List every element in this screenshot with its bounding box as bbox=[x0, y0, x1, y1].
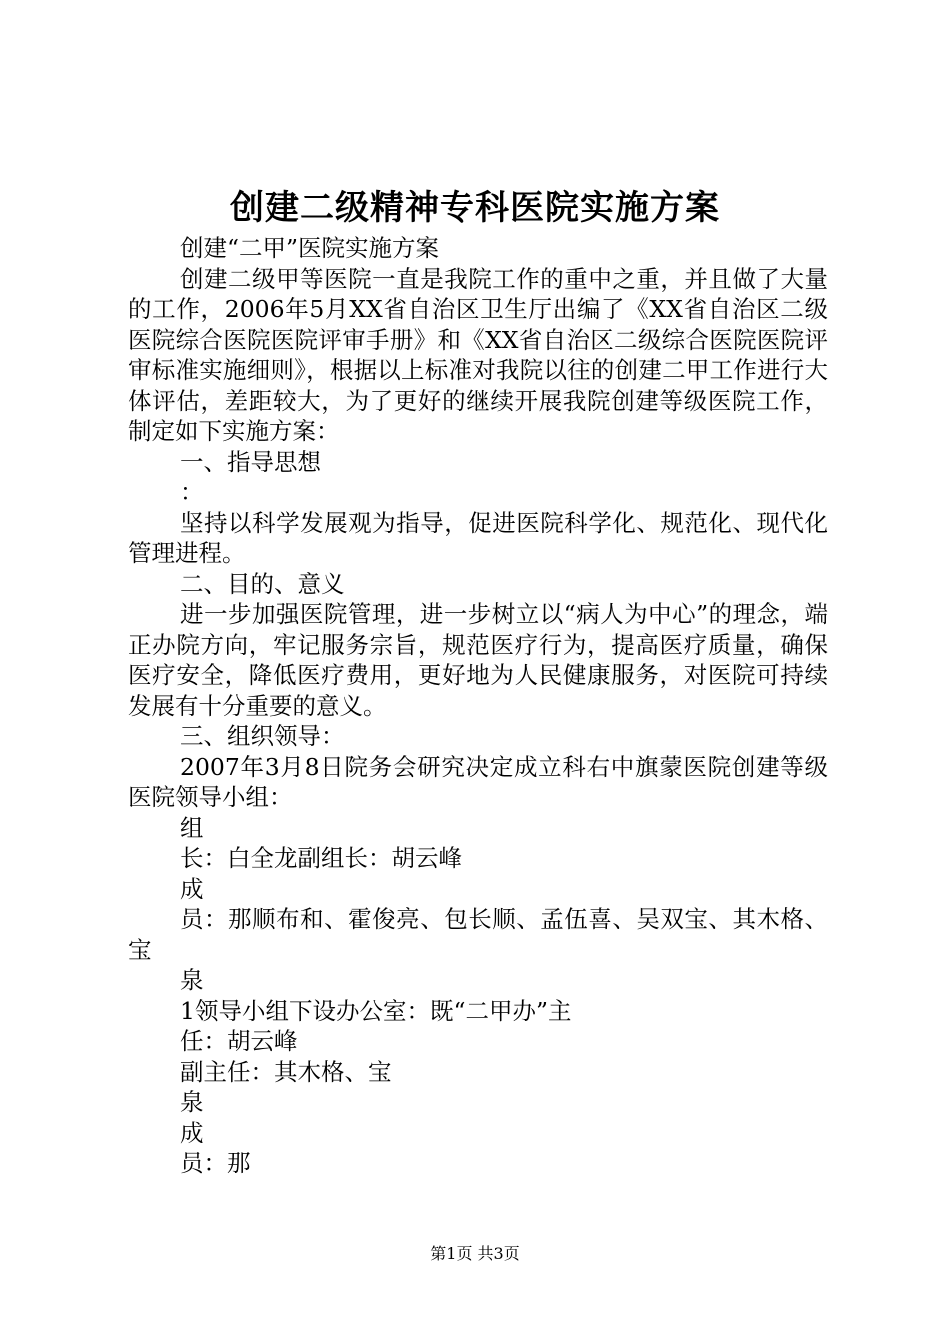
list-item: 成 bbox=[180, 874, 204, 903]
list-item: 员：那顺布和、霍俊亮、包长顺、孟伍喜、吴双宝、其木格、宝 bbox=[128, 905, 828, 964]
section-heading-guiding-ideology: 一、指导思想 bbox=[180, 447, 321, 476]
paragraph-purpose: 进一步加强医院管理，进一步树立以“病人为中心”的理念，端正办院方向，牢记服务宗旨，规范医疗行为，提高医疗质量，确保医疗安全，降低医疗费用，更好地为人民健康服务，对医院可持续发展有十分重要的意义。 bbox=[128, 600, 828, 720]
paragraph-colon: ： bbox=[180, 478, 204, 506]
list-item: 员：那 bbox=[180, 1149, 251, 1177]
section-heading-organization: 三、组织领导： bbox=[180, 722, 345, 750]
section-heading-purpose: 二、目的、意义 bbox=[180, 569, 345, 598]
list-item: 组 bbox=[180, 813, 204, 842]
list-item: 成 bbox=[180, 1118, 204, 1147]
list-item: 任：胡云峰 bbox=[180, 1027, 298, 1055]
list-item: 泉 bbox=[180, 966, 204, 994]
list-item: 长：白全龙副组长：胡云峰 bbox=[180, 844, 462, 872]
paragraph-subtitle: 创建“二甲”医院实施方案 bbox=[180, 234, 440, 262]
list-item: 泉 bbox=[180, 1088, 204, 1116]
paragraph-intro: 创建二级甲等医院一直是我院工作的重中之重，并且做了大量的工作，2006年5月XX省自治区卫生厅出编了《XX省自治区二级医院综合医院医院评审手册》和《XX省自治区二级综合医院医院评审标准实施细则》，根据以上标准对我院以往的创建二甲工作进行大体评估，差距较大，为了更好的继续开展我院创建等级医院工作，制定如下实施方案： bbox=[128, 264, 828, 445]
page-footer: 第1页 共3页 bbox=[430, 1244, 520, 1263]
list-item: 副主任：其木格、宝 bbox=[180, 1057, 392, 1086]
document-title: 创建二级精神专科医院实施方案 bbox=[230, 188, 720, 228]
paragraph-guiding-ideology: 坚持以科学发展观为指导，促进医院科学化、规范化、现代化管理进程。 bbox=[128, 508, 828, 567]
document-body bbox=[128, 233, 828, 1179]
list-item: 1领导小组下设办公室：既“二甲办”主 bbox=[180, 996, 572, 1025]
paragraph-organization: 2007年3月8日院务会研究决定成立科右中旗蒙医院创建等级医院领导小组： bbox=[128, 752, 828, 811]
